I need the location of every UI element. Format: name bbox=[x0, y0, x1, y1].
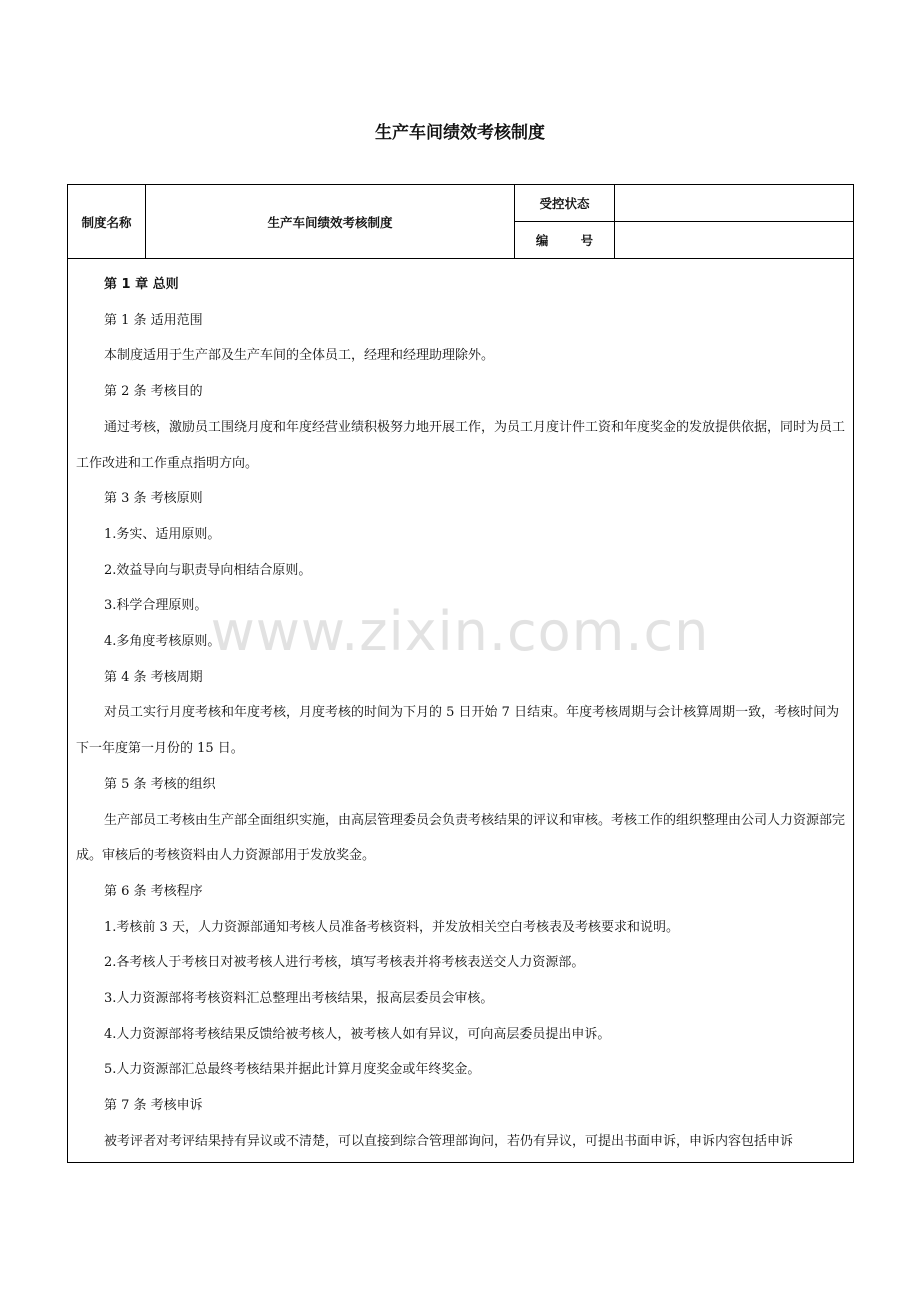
body-paragraph: 对员工实行月度考核和年度考核，月度考核的时间为下月的 5 日开始 7 日结束。年度考核周期与会计核算周期一致，考核时间为下一年度第一月份的 15 日。 bbox=[76, 705, 840, 757]
document-frame bbox=[67, 184, 854, 1163]
control-status-label: 受控状态 bbox=[539, 196, 590, 211]
body-paragraph: 第 5 条 考核的组织 bbox=[104, 776, 216, 792]
body-paragraph: 第 7 条 考核申诉 bbox=[104, 1098, 203, 1114]
policy-name-value: 生产车间绩效考核制度 bbox=[267, 214, 393, 230]
body-paragraph: 4.人力资源部将考核结果反馈给被考核人，被考核人如有异议，可向高层委员提出申诉。 bbox=[104, 1026, 611, 1042]
body-paragraph: 第 6 条 考核程序 bbox=[104, 883, 203, 899]
header-table bbox=[68, 185, 853, 259]
body-paragraph: 4.多角度考核原则。 bbox=[104, 634, 221, 650]
number-label: 编 号 bbox=[535, 233, 594, 248]
policy-name-label: 制度名称 bbox=[81, 214, 132, 230]
body-paragraph: 第 3 条 考核原则 bbox=[104, 491, 203, 507]
body-paragraph: 第 1 章 总则 bbox=[104, 277, 179, 292]
body-paragraph: 1.务实、适用原则。 bbox=[104, 526, 221, 542]
body-paragraph: 3.人力资源部将考核资料汇总整理出考核结果，报高层委员会审核。 bbox=[104, 991, 494, 1007]
body-paragraph: 3.科学合理原则。 bbox=[104, 598, 208, 614]
body-paragraph: 2.各考核人于考核日对被考核人进行考核，填写考核表并将考核表送交人力资源部。 bbox=[104, 955, 585, 971]
body-paragraph: 1.考核前 3 天，人力资源部通知考核人员准备考核资料，并发放相关空白考核表及考核要求和说明。 bbox=[104, 919, 679, 935]
body-paragraph: 生产部员工考核由生产部全面组织实施，由高层管理委员会负责考核结果的评议和审核。考核工作的组织整理由公司人力资源部完成。审核后的考核资料由人力资源部用于发放奖金。 bbox=[76, 812, 846, 864]
document-title: 生产车间绩效考核制度 bbox=[375, 123, 545, 143]
body-paragraph: 2.效益导向与职责导向相结合原则。 bbox=[104, 562, 312, 578]
watermark: www.zixin.com.cn bbox=[210, 600, 710, 663]
body-paragraph: 第 4 条 考核周期 bbox=[104, 669, 203, 685]
body-paragraph: 本制度适用于生产部及生产车间的全体员工，经理和经理助理除外。 bbox=[104, 348, 495, 364]
control-status-value bbox=[615, 185, 853, 221]
body-paragraph: 通过考核，激励员工围绕月度和年度经营业绩积极努力地开展工作，为员工月度计件工资和年度奖金的发放提供依据，同时为员工工作改进和工作重点指明方向。 bbox=[76, 419, 846, 471]
body-paragraph: 5.人力资源部汇总最终考核结果并据此计算月度奖金或年终奖金。 bbox=[104, 1062, 481, 1078]
body-paragraph: 被考评者对考评结果持有异议或不清楚，可以直接到综合管理部询问，若仍有异议，可提出书面申诉，申诉内容包括申诉 bbox=[104, 1133, 794, 1149]
number-value bbox=[615, 222, 853, 258]
body-paragraph: 第 1 条 适用范围 bbox=[104, 312, 203, 328]
body-paragraph: 第 2 条 考核目的 bbox=[104, 384, 203, 400]
policy-body bbox=[68, 259, 853, 1160]
